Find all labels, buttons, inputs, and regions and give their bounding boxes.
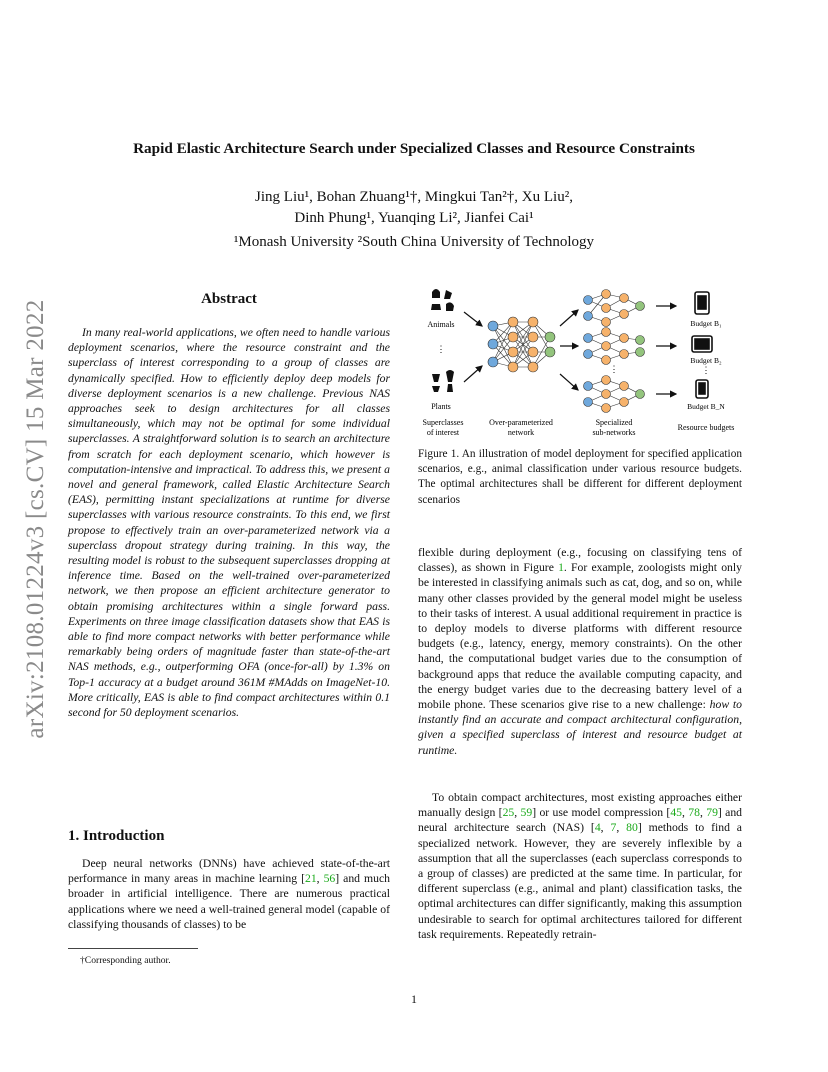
label-subnetworks: sub-networks [592, 428, 636, 437]
p1-emphasis: how to instantly find an accurate and compact architectural configuration, given a specified superclass of interest and resource budget at runtime. [418, 698, 742, 757]
arrow [464, 366, 482, 382]
vdots: ⋮ [436, 344, 446, 354]
citation-link[interactable]: 21 [304, 872, 317, 886]
citation-link[interactable]: 79 [706, 806, 718, 820]
vdots: ⋮ [609, 364, 619, 374]
label-budget-n: Budget B_N [687, 402, 725, 411]
p2-text-a: To obtain compact architectures, most existing approaches either manually design [ [418, 791, 742, 820]
affiliations: ¹Monash University ²South China University of Technology [233, 234, 595, 250]
p2-text-b: ] or use model compression [ [532, 806, 671, 820]
intro-text-a: Deep neural networks (DNNs) have achieved state-of-the-art performance in many areas in machine learning [ [68, 857, 390, 886]
tablet-icon [692, 336, 712, 352]
citation-link[interactable]: 25 [502, 806, 515, 820]
arrow [464, 312, 482, 326]
page-number: 1 [411, 992, 417, 1006]
figure-caption: Figure 1. An illustration of model deployment for specified application scenarios, e.g., animal classification under various resource budgets. The optimal architectures shall be different for different deployment scenarios [418, 448, 742, 506]
label-budget-2: Budget B₂ [690, 356, 722, 365]
citation-link[interactable]: 78 [688, 806, 700, 820]
plants-icons [432, 370, 454, 392]
intro-text-b: ] and much broader in artificial intelligence. There are numerous practical applications where we need a well-trained general model (capable of classifying thousands of classes) to be [68, 872, 390, 931]
label-budget-1: Budget B₁ [690, 319, 722, 328]
label-specialized: Specialized [595, 418, 633, 427]
authors-line-1: Jing Liu¹, Bohan Zhuang¹†, Mingkui Tan²†, Xu Liu², [255, 189, 573, 205]
paper-title: Rapid Elastic Architecture Search under Specialized Classes and Resource Constraints [133, 140, 695, 157]
footnote: †Corresponding author. [80, 955, 171, 966]
abstract-text: In many real-world applications, we often need to handle various deployment scenarios, where the resource constraint and the superclass of interest corresponding to a group of classes are dynamically specified. How to efficiently deploy deep models for diverse deployment scenarios is a new challenge. Previous NAS approaches seek to design architectures for all classes simultaneously, which may not be optimal for some individual superclasses. A straightforward solution is to search an architecture from scratch for each deployment scenario, which however is computation-intensive and impractical. To address this, we present a novel and general framework, called Elastic Architecture Search (EAS), permitting instant specializations at runtime for diverse superclasses with various resource constraints. To this end, we first propose to effectively train an over-parameterized network via a superclass dropout strategy during training. In this way, the resulting model is robust to the subsequent superclasses dropping at inference time. Based on the well-trained over-parameterized network, we then propose an efficient architecture generator to obtain promising architectures within a single forward pass. Experiments on three image classification datasets show that EAS is able to find more compact networks with better performance while remarkably being orders of magnitude faster than state-of-the-art NAS methods, e.g., outperforming OFA (once-for-all) by 1.3% on Top-1 accuracy at a budget around 361M #MAdds on ImageNet-10. More critically, EAS is able to find compact architectures within 0.1 second for 50 deployment scenarios. [68, 326, 390, 720]
subnetwork-n [584, 376, 645, 413]
citation-link[interactable]: 56 [323, 872, 336, 886]
vdots: ⋮ [701, 365, 711, 375]
overparameterized-network [488, 317, 555, 372]
animals-icons [431, 289, 454, 311]
paragraph-2 [418, 790, 742, 942]
arrow [560, 374, 578, 390]
label-animals: Animals [427, 320, 455, 329]
figure-1 [418, 282, 742, 444]
citation-sep: , [682, 806, 689, 820]
arxiv-id: arXiv:2108.01224v3 [cs.CV] 15 Mar 2022 [22, 299, 49, 739]
paragraph-1 [418, 545, 742, 758]
figure-link[interactable]: 1 [558, 561, 564, 575]
label-overparameterized: Over-parameterized [489, 418, 553, 427]
citation-link[interactable]: 45 [670, 806, 682, 820]
subnetwork-1 [584, 290, 645, 327]
label-of-interest: of interest [426, 428, 460, 437]
subnetwork-2 [584, 328, 645, 365]
p2-text-d: ] methods to find a specialized network. However, they are severely inflexible by a assumption that all the superclasses (each superclass corresponds to a group of classes) are predicted at the same time. In particular, for different superclass (e.g., animal and plant) classification tasks, the optimal architectures can differ significantly, making this assumption undesirable to search for optimal architectures tailored for different task requirements. Repeatedly retrain- [418, 821, 742, 941]
p1-text-a: flexible during deployment (e.g., focusing on classifying tens of classes), as shown in Figure [418, 546, 742, 575]
label-resource-budgets: Resource budgets [677, 423, 735, 432]
abstract-heading: Abstract [201, 291, 257, 307]
phone-icon [695, 292, 709, 314]
citation-link[interactable]: 59 [520, 806, 533, 820]
citation-link[interactable]: 4 [594, 821, 601, 835]
intro-paragraph [68, 856, 390, 932]
citation-sep: , [616, 821, 627, 835]
arrow [560, 310, 578, 326]
p1-text-b: . For example, zoologists might only be interested in classifying animals such as cat, dog, and so on, while many other classes provided by the general model might be useless to their tasks of interest. A usual additional requirement in practice is to deploy models to diverse platforms with different resource budgets (e.g., latency, energy, memory constraints). On the other hand, the computational budget varies due to the consumption of background apps that reduce the available computing capacity, and the energy budget varies due to the decreasing battery level of a mobile phone. These scenarios give rise to a new challenge: [418, 561, 742, 712]
citation-link[interactable]: 80 [626, 821, 638, 835]
authors-line-2: Dinh Phung¹, Yuanqing Li², Jianfei Cai¹ [294, 210, 534, 226]
p2-text-c: ] and neural architecture search (NAS) [ [418, 806, 743, 835]
citation-sep: , [699, 806, 707, 820]
citation-link[interactable]: 7 [610, 821, 617, 835]
citation-sep: , [600, 821, 611, 835]
device-icon [696, 380, 708, 398]
section-heading: 1. Introduction [68, 828, 165, 844]
label-plants: Plants [431, 402, 451, 411]
citation-sep: , [316, 872, 324, 886]
label-network: network [507, 428, 535, 437]
citation-sep: , [514, 806, 521, 820]
footnote-rule [68, 948, 198, 949]
arxiv-watermark [6, 284, 66, 754]
label-superclasses: Superclasses [422, 418, 464, 427]
